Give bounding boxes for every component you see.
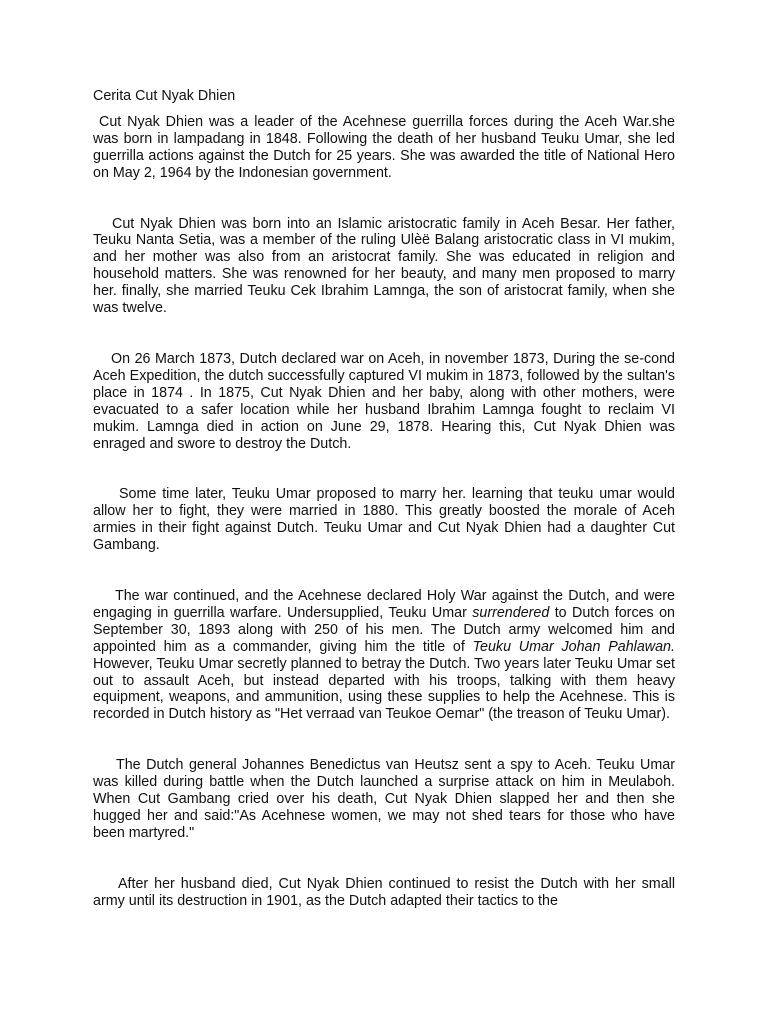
italic-text: Teuku Umar Johan Pahlawan. bbox=[472, 638, 675, 655]
paragraph-5 bbox=[93, 588, 675, 723]
document-body bbox=[93, 114, 675, 910]
paragraph-2 bbox=[93, 216, 675, 317]
paragraph-7 bbox=[93, 876, 675, 910]
paragraph-text: After her husband died, Cut Nyak Dhien continued to resist the Dutch with her small army until its destruction in 1901, as the Dutch adapted their tactics to the bbox=[93, 875, 675, 909]
paragraph-1 bbox=[93, 114, 675, 182]
italic-text: surrendered bbox=[472, 604, 550, 621]
paragraph-text: Cut Nyak Dhien was born into an Islamic aristocratic family in Aceh Besar. Her father, Teuku Nanta Setia, was a member of the ruling Ulèë Balang aristocratic class in VI mukim, and her mother was also from an aristocrat family. She was educated in religion and household matters. She was renowned for her beauty, and many men proposed to marry her. finally, she married Teuku Cek Ibrahim Lamnga, the son of aristocrat family, when she was twelve. bbox=[93, 215, 675, 317]
paragraph-3 bbox=[93, 351, 675, 452]
paragraph-4 bbox=[93, 486, 675, 554]
paragraph-text: Cut Nyak Dhien was a leader of the Acehnese guerrilla forces during the Aceh War.she was born in lampadang in 1848. Following the death of her husband Teuku Umar, she led guerrilla actions against the Dutch for 25 years. She was awarded the title of National Hero on May 2, 1964 by the Indonesian government. bbox=[93, 113, 675, 181]
paragraph-text: However, Teuku Umar secretly planned to betray the Dutch. Two years later Teuku Umar set out to assault Aceh, but instead departed with his troops, talking with them heavy equipment, weapons, and ammunition, using these supplies to help the Acehnese. This is recorded in Dutch history as "Het verraad van Teukoe Oemar" (the treason of Teuku Umar). bbox=[93, 655, 675, 723]
paragraph-text: Some time later, Teuku Umar proposed to marry her. learning that teuku umar would allow her to fight, they were married in 1880. This greatly boosted the morale of Aceh armies in their fight against Dutch. Teuku Umar and Cut Nyak Dhien had a daughter Cut Gambang. bbox=[93, 486, 675, 554]
paragraph-text: The war continued, and the Acehnese declared Holy War against the Dutch, and were engaging in guerrilla warfare. Undersupplied, Teuku Umar bbox=[93, 588, 675, 621]
paragraph-6 bbox=[93, 757, 675, 842]
document-page bbox=[93, 88, 675, 910]
document-title: Cerita Cut Nyak Dhien bbox=[93, 88, 236, 104]
paragraph-text: On 26 March 1873, Dutch declared war on Aceh, in november 1873, During the se-cond Aceh Expedition, the dutch successfully captured VI mukim in 1873, followed by the sultan's place in 1874 . In 1875, Cut Nyak Dhien and her baby, along with other mothers, were evacuated to a safer location while her husband Ibrahim Lamnga fought to reclaim VI mukim. Lamnga died in action on June 29, 1878. Hearing this, Cut Nyak Dhien was enraged and swore to destroy the Dutch. bbox=[93, 350, 675, 452]
paragraph-text: to Dutch forces on September 30, 1893 along with 250 of his men. The Dutch army welcomed him and appointed him as a commander, giving him the title of bbox=[93, 604, 675, 655]
paragraph-text: The Dutch general Johannes Benedictus van Heutsz sent a spy to Aceh. Teuku Umar was killed during battle when the Dutch launched a surprise attack on him in Meulaboh. When Cut Gambang cried over his death, Cut Nyak Dhien slapped her and then she hugged her and said:"As Acehnese women, we may not shed tears for those who have been martyred." bbox=[93, 757, 675, 841]
